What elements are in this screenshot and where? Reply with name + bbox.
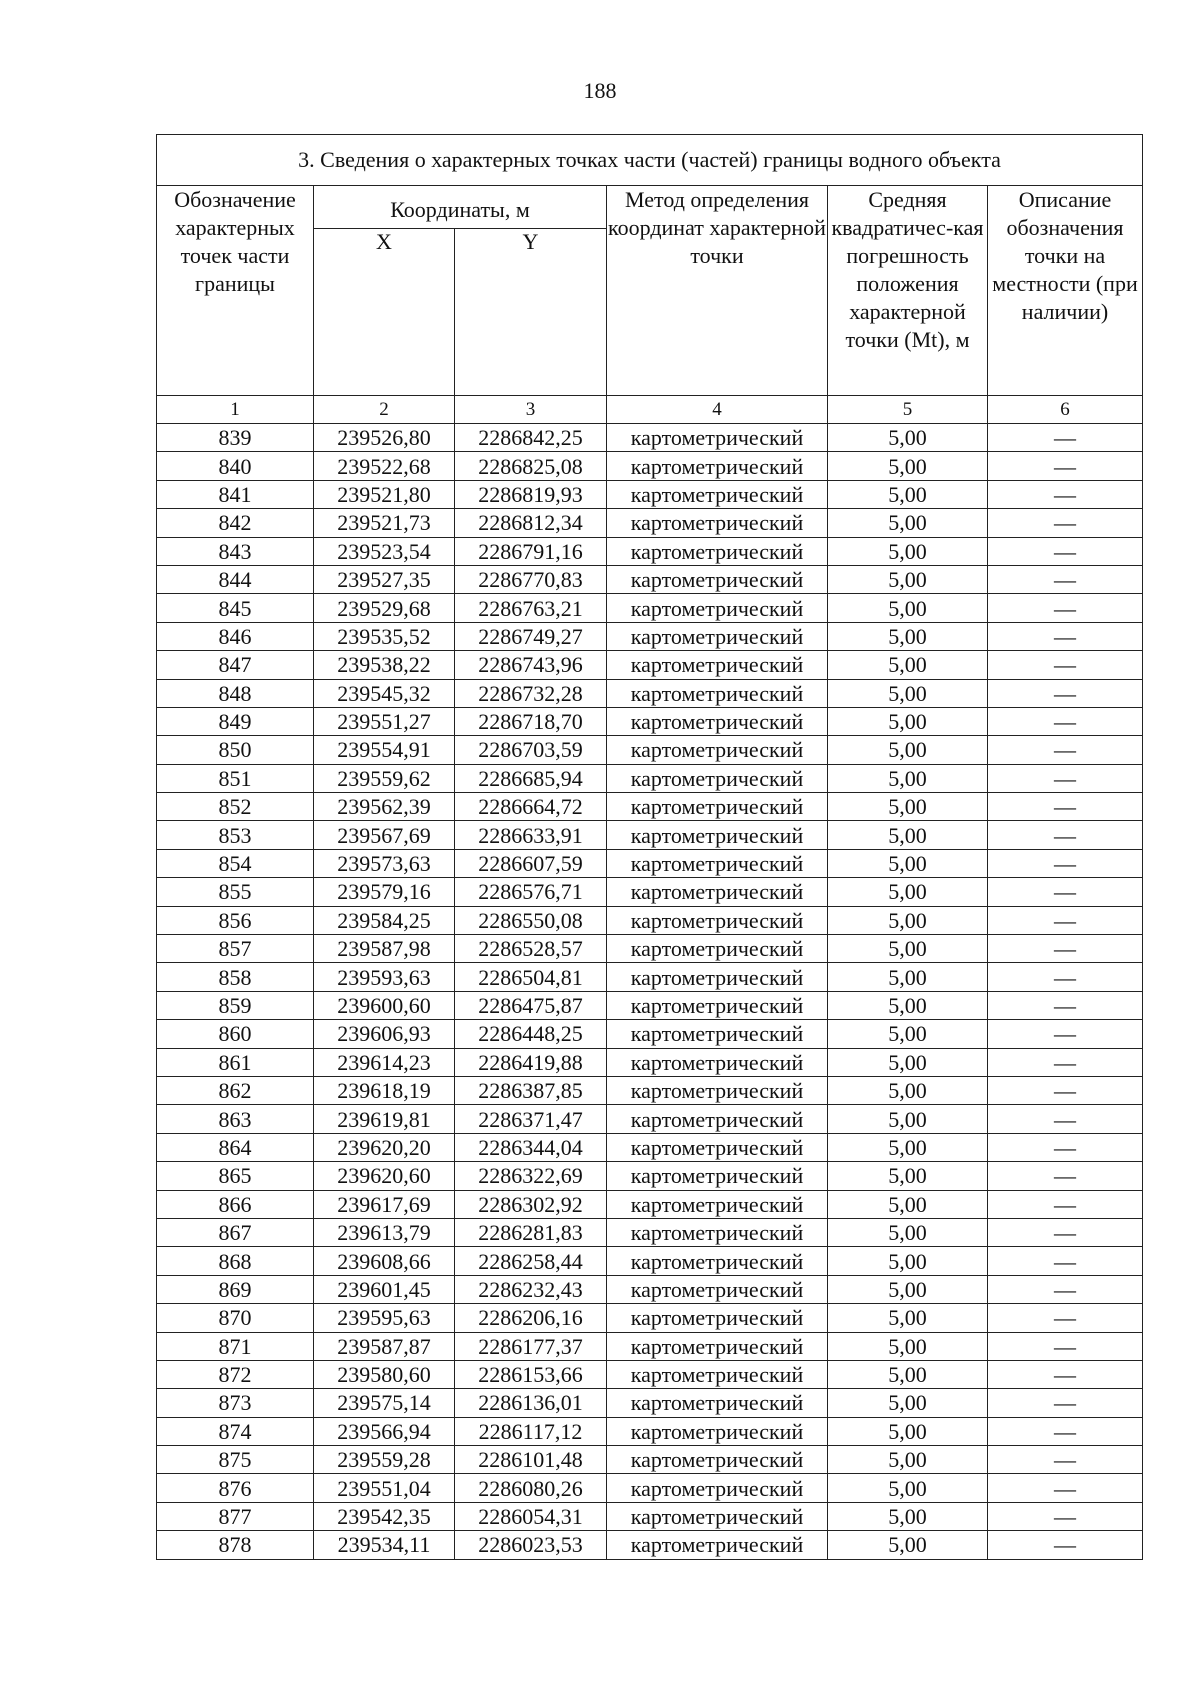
table-row	[157, 537, 1143, 565]
cell-y: 2286743,96	[455, 651, 607, 679]
cell-error: 5,00	[828, 594, 988, 622]
cell-error: 5,00	[828, 1502, 988, 1530]
cell-description: —	[988, 1502, 1143, 1530]
cell-description: —	[988, 736, 1143, 764]
cell-x: 239587,98	[314, 935, 455, 963]
cell-error: 5,00	[828, 707, 988, 735]
cell-method: картометрический	[607, 594, 828, 622]
cell-x: 239527,35	[314, 565, 455, 593]
table-row	[157, 651, 1143, 679]
cell-description: —	[988, 707, 1143, 735]
cell-description: —	[988, 906, 1143, 934]
table-row	[157, 764, 1143, 792]
cell-method: картометрический	[607, 1389, 828, 1417]
boundary-points-table	[156, 134, 1143, 1560]
table-row	[157, 1190, 1143, 1218]
cell-x: 239620,60	[314, 1162, 455, 1190]
cell-error: 5,00	[828, 736, 988, 764]
cell-error: 5,00	[828, 1275, 988, 1303]
table-row	[157, 1531, 1143, 1559]
cell-error: 5,00	[828, 480, 988, 508]
cell-point-id: 849	[157, 707, 314, 735]
cell-method: картометрический	[607, 1332, 828, 1360]
cell-method: картометрический	[607, 1048, 828, 1076]
cell-error: 5,00	[828, 906, 988, 934]
table-row	[157, 679, 1143, 707]
cell-y: 2286664,72	[455, 793, 607, 821]
table-row	[157, 1275, 1143, 1303]
cell-point-id: 851	[157, 764, 314, 792]
cell-x: 239551,04	[314, 1474, 455, 1502]
cell-point-id: 872	[157, 1360, 314, 1388]
cell-error: 5,00	[828, 1446, 988, 1474]
header-description: Описание обозначения точки на местности (при наличии)	[988, 186, 1143, 396]
cell-x: 239600,60	[314, 991, 455, 1019]
cell-y: 2286117,12	[455, 1417, 607, 1445]
cell-x: 239580,60	[314, 1360, 455, 1388]
cell-y: 2286371,47	[455, 1105, 607, 1133]
cell-y: 2286825,08	[455, 452, 607, 480]
cell-description: —	[988, 1162, 1143, 1190]
cell-x: 239526,80	[314, 424, 455, 452]
table-row	[157, 509, 1143, 537]
table-row	[157, 1162, 1143, 1190]
table-row	[157, 1105, 1143, 1133]
header-y: Y	[455, 229, 607, 396]
cell-description: —	[988, 764, 1143, 792]
cell-x: 239573,63	[314, 849, 455, 877]
cell-method: картометрический	[607, 878, 828, 906]
cell-method: картометрический	[607, 991, 828, 1019]
cell-error: 5,00	[828, 1162, 988, 1190]
table-row	[157, 1218, 1143, 1246]
cell-x: 239601,45	[314, 1275, 455, 1303]
cell-y: 2286206,16	[455, 1304, 607, 1332]
cell-method: картометрический	[607, 537, 828, 565]
cell-x: 239559,62	[314, 764, 455, 792]
cell-description: —	[988, 793, 1143, 821]
cell-y: 2286322,69	[455, 1162, 607, 1190]
cell-y: 2286812,34	[455, 509, 607, 537]
cell-error: 5,00	[828, 1133, 988, 1161]
cell-y: 2286633,91	[455, 821, 607, 849]
cell-y: 2286023,53	[455, 1531, 607, 1559]
cell-point-id: 865	[157, 1162, 314, 1190]
cell-method: картометрический	[607, 935, 828, 963]
cell-x: 239608,66	[314, 1247, 455, 1275]
cell-point-id: 862	[157, 1076, 314, 1104]
cell-method: картометрический	[607, 906, 828, 934]
cell-description: —	[988, 537, 1143, 565]
table-body	[157, 424, 1143, 1560]
cell-y: 2286550,08	[455, 906, 607, 934]
table-row	[157, 1502, 1143, 1530]
cell-point-id: 843	[157, 537, 314, 565]
cell-x: 239579,16	[314, 878, 455, 906]
cell-description: —	[988, 849, 1143, 877]
cell-description: —	[988, 821, 1143, 849]
header-x: X	[314, 229, 455, 396]
cell-point-id: 867	[157, 1218, 314, 1246]
cell-method: картометрический	[607, 1446, 828, 1474]
cell-description: —	[988, 424, 1143, 452]
cell-method: картометрический	[607, 963, 828, 991]
cell-x: 239559,28	[314, 1446, 455, 1474]
cell-x: 239575,14	[314, 1389, 455, 1417]
cell-method: картометрический	[607, 651, 828, 679]
cell-point-id: 840	[157, 452, 314, 480]
cell-error: 5,00	[828, 509, 988, 537]
cell-error: 5,00	[828, 963, 988, 991]
cell-y: 2286080,26	[455, 1474, 607, 1502]
cell-x: 239593,63	[314, 963, 455, 991]
table-row	[157, 622, 1143, 650]
cell-x: 239567,69	[314, 821, 455, 849]
table-row	[157, 1133, 1143, 1161]
cell-x: 239619,81	[314, 1105, 455, 1133]
cell-point-id: 868	[157, 1247, 314, 1275]
cell-method: картометрический	[607, 764, 828, 792]
cell-y: 2286101,48	[455, 1446, 607, 1474]
cell-point-id: 856	[157, 906, 314, 934]
cell-method: картометрический	[607, 1162, 828, 1190]
cell-x: 239521,73	[314, 509, 455, 537]
cell-x: 239523,54	[314, 537, 455, 565]
cell-error: 5,00	[828, 1218, 988, 1246]
column-number: 4	[607, 396, 828, 424]
cell-description: —	[988, 1417, 1143, 1445]
cell-error: 5,00	[828, 1048, 988, 1076]
cell-method: картометрический	[607, 736, 828, 764]
cell-y: 2286344,04	[455, 1133, 607, 1161]
cell-description: —	[988, 991, 1143, 1019]
cell-y: 2286576,71	[455, 878, 607, 906]
table-row	[157, 906, 1143, 934]
cell-y: 2286177,37	[455, 1332, 607, 1360]
cell-method: картометрический	[607, 565, 828, 593]
header-method: Метод определения координат характерной точки	[607, 186, 828, 396]
column-number-row	[157, 396, 1143, 424]
column-number: 1	[157, 396, 314, 424]
cell-point-id: 853	[157, 821, 314, 849]
cell-error: 5,00	[828, 1531, 988, 1559]
cell-x: 239618,19	[314, 1076, 455, 1104]
cell-y: 2286703,59	[455, 736, 607, 764]
cell-x: 239545,32	[314, 679, 455, 707]
cell-error: 5,00	[828, 764, 988, 792]
cell-error: 5,00	[828, 679, 988, 707]
table-row	[157, 736, 1143, 764]
cell-x: 239538,22	[314, 651, 455, 679]
table-row	[157, 1474, 1143, 1502]
cell-y: 2286842,25	[455, 424, 607, 452]
cell-y: 2286448,25	[455, 1020, 607, 1048]
cell-error: 5,00	[828, 1304, 988, 1332]
cell-y: 2286054,31	[455, 1502, 607, 1530]
cell-y: 2286504,81	[455, 963, 607, 991]
cell-description: —	[988, 1332, 1143, 1360]
cell-point-id: 844	[157, 565, 314, 593]
cell-error: 5,00	[828, 1020, 988, 1048]
cell-point-id: 848	[157, 679, 314, 707]
cell-description: —	[988, 1048, 1143, 1076]
cell-method: картометрический	[607, 1133, 828, 1161]
cell-y: 2286387,85	[455, 1076, 607, 1104]
cell-x: 239535,52	[314, 622, 455, 650]
cell-y: 2286607,59	[455, 849, 607, 877]
cell-y: 2286763,21	[455, 594, 607, 622]
section-title: 3. Сведения о характерных точках части (частей) границы водного объекта	[157, 135, 1143, 186]
table-row	[157, 1360, 1143, 1388]
cell-description: —	[988, 1218, 1143, 1246]
cell-point-id: 855	[157, 878, 314, 906]
cell-x: 239551,27	[314, 707, 455, 735]
table-row	[157, 707, 1143, 735]
cell-point-id: 841	[157, 480, 314, 508]
cell-x: 239522,68	[314, 452, 455, 480]
cell-error: 5,00	[828, 1360, 988, 1388]
cell-y: 2286718,70	[455, 707, 607, 735]
page-number: 188	[583, 78, 617, 103]
cell-x: 239617,69	[314, 1190, 455, 1218]
cell-description: —	[988, 622, 1143, 650]
cell-x: 239542,35	[314, 1502, 455, 1530]
table-row	[157, 963, 1143, 991]
cell-description: —	[988, 509, 1143, 537]
table-row	[157, 1076, 1143, 1104]
cell-x: 239614,23	[314, 1048, 455, 1076]
cell-method: картометрический	[607, 622, 828, 650]
cell-point-id: 842	[157, 509, 314, 537]
header-coordinates: Координаты, м	[314, 186, 607, 229]
cell-method: картометрический	[607, 1502, 828, 1530]
table-row	[157, 1332, 1143, 1360]
cell-x: 239529,68	[314, 594, 455, 622]
cell-point-id: 857	[157, 935, 314, 963]
cell-method: картометрический	[607, 1105, 828, 1133]
table-row	[157, 878, 1143, 906]
table-row	[157, 1247, 1143, 1275]
cell-error: 5,00	[828, 1474, 988, 1502]
cell-y: 2286232,43	[455, 1275, 607, 1303]
cell-point-id: 859	[157, 991, 314, 1019]
cell-description: —	[988, 565, 1143, 593]
cell-description: —	[988, 1446, 1143, 1474]
cell-description: —	[988, 594, 1143, 622]
cell-description: —	[988, 1304, 1143, 1332]
header-point-designation: Обозначение характерных точек части границы	[157, 186, 314, 396]
table-row	[157, 565, 1143, 593]
cell-method: картометрический	[607, 679, 828, 707]
cell-point-id: 869	[157, 1275, 314, 1303]
cell-method: картометрический	[607, 707, 828, 735]
cell-method: картометрический	[607, 1275, 828, 1303]
cell-error: 5,00	[828, 991, 988, 1019]
table-row	[157, 935, 1143, 963]
cell-description: —	[988, 1020, 1143, 1048]
column-number: 6	[988, 396, 1143, 424]
table-row	[157, 1446, 1143, 1474]
cell-error: 5,00	[828, 622, 988, 650]
cell-x: 239595,63	[314, 1304, 455, 1332]
cell-y: 2286732,28	[455, 679, 607, 707]
cell-error: 5,00	[828, 793, 988, 821]
cell-point-id: 864	[157, 1133, 314, 1161]
cell-point-id: 877	[157, 1502, 314, 1530]
cell-method: картометрический	[607, 1304, 828, 1332]
cell-error: 5,00	[828, 1332, 988, 1360]
cell-point-id: 873	[157, 1389, 314, 1417]
cell-method: картометрический	[607, 1020, 828, 1048]
cell-error: 5,00	[828, 1247, 988, 1275]
cell-y: 2286281,83	[455, 1218, 607, 1246]
cell-method: картометрический	[607, 1474, 828, 1502]
cell-x: 239584,25	[314, 906, 455, 934]
cell-description: —	[988, 1190, 1143, 1218]
table-row	[157, 991, 1143, 1019]
cell-method: картометрический	[607, 1190, 828, 1218]
cell-point-id: 871	[157, 1332, 314, 1360]
cell-y: 2286528,57	[455, 935, 607, 963]
cell-description: —	[988, 878, 1143, 906]
cell-method: картометрический	[607, 1360, 828, 1388]
table-row	[157, 1048, 1143, 1076]
table-row	[157, 452, 1143, 480]
cell-y: 2286475,87	[455, 991, 607, 1019]
cell-error: 5,00	[828, 821, 988, 849]
cell-x: 239566,94	[314, 1417, 455, 1445]
cell-x: 239620,20	[314, 1133, 455, 1161]
cell-point-id: 852	[157, 793, 314, 821]
cell-method: картометрический	[607, 1218, 828, 1246]
cell-x: 239534,11	[314, 1531, 455, 1559]
cell-point-id: 861	[157, 1048, 314, 1076]
cell-point-id: 845	[157, 594, 314, 622]
table-row	[157, 1417, 1143, 1445]
cell-error: 5,00	[828, 935, 988, 963]
table-row	[157, 424, 1143, 452]
cell-error: 5,00	[828, 1190, 988, 1218]
cell-y: 2286419,88	[455, 1048, 607, 1076]
cell-x: 239606,93	[314, 1020, 455, 1048]
column-number: 2	[314, 396, 455, 424]
cell-method: картометрический	[607, 480, 828, 508]
cell-description: —	[988, 1133, 1143, 1161]
table-row	[157, 594, 1143, 622]
cell-description: —	[988, 1275, 1143, 1303]
cell-description: —	[988, 1389, 1143, 1417]
cell-method: картометрический	[607, 1076, 828, 1104]
cell-description: —	[988, 651, 1143, 679]
cell-error: 5,00	[828, 1105, 988, 1133]
cell-y: 2286153,66	[455, 1360, 607, 1388]
cell-y: 2286302,92	[455, 1190, 607, 1218]
cell-method: картометрический	[607, 452, 828, 480]
cell-point-id: 874	[157, 1417, 314, 1445]
cell-error: 5,00	[828, 424, 988, 452]
column-number: 5	[828, 396, 988, 424]
cell-y: 2286749,27	[455, 622, 607, 650]
header-mean-error: Средняя квадратичес-кая погрешность положения характерной точки (Mt), м	[828, 186, 988, 396]
cell-y: 2286819,93	[455, 480, 607, 508]
cell-method: картометрический	[607, 821, 828, 849]
cell-error: 5,00	[828, 878, 988, 906]
cell-point-id: 858	[157, 963, 314, 991]
cell-point-id: 847	[157, 651, 314, 679]
table-row	[157, 480, 1143, 508]
cell-x: 239562,39	[314, 793, 455, 821]
cell-error: 5,00	[828, 1076, 988, 1104]
table-row	[157, 793, 1143, 821]
cell-point-id: 850	[157, 736, 314, 764]
cell-y: 2286258,44	[455, 1247, 607, 1275]
cell-point-id: 839	[157, 424, 314, 452]
cell-description: —	[988, 679, 1143, 707]
column-number: 3	[455, 396, 607, 424]
cell-description: —	[988, 1076, 1143, 1104]
cell-description: —	[988, 1247, 1143, 1275]
cell-error: 5,00	[828, 565, 988, 593]
cell-method: картометрический	[607, 793, 828, 821]
cell-y: 2286685,94	[455, 764, 607, 792]
cell-point-id: 870	[157, 1304, 314, 1332]
cell-y: 2286791,16	[455, 537, 607, 565]
table-row	[157, 1389, 1143, 1417]
cell-description: —	[988, 1474, 1143, 1502]
cell-method: картометрический	[607, 849, 828, 877]
cell-description: —	[988, 1105, 1143, 1133]
cell-description: —	[988, 1531, 1143, 1559]
cell-description: —	[988, 935, 1143, 963]
cell-point-id: 878	[157, 1531, 314, 1559]
cell-y: 2286770,83	[455, 565, 607, 593]
cell-x: 239587,87	[314, 1332, 455, 1360]
cell-point-id: 860	[157, 1020, 314, 1048]
cell-x: 239521,80	[314, 480, 455, 508]
cell-point-id: 863	[157, 1105, 314, 1133]
cell-description: —	[988, 963, 1143, 991]
cell-x: 239613,79	[314, 1218, 455, 1246]
cell-error: 5,00	[828, 1417, 988, 1445]
table-row	[157, 1304, 1143, 1332]
cell-error: 5,00	[828, 651, 988, 679]
cell-method: картометрический	[607, 1417, 828, 1445]
cell-error: 5,00	[828, 452, 988, 480]
cell-point-id: 846	[157, 622, 314, 650]
cell-description: —	[988, 1360, 1143, 1388]
cell-point-id: 854	[157, 849, 314, 877]
cell-y: 2286136,01	[455, 1389, 607, 1417]
cell-method: картометрический	[607, 1247, 828, 1275]
cell-error: 5,00	[828, 849, 988, 877]
cell-method: картометрический	[607, 1531, 828, 1559]
table-row	[157, 849, 1143, 877]
table-row	[157, 1020, 1143, 1048]
cell-x: 239554,91	[314, 736, 455, 764]
cell-point-id: 866	[157, 1190, 314, 1218]
cell-method: картометрический	[607, 509, 828, 537]
cell-description: —	[988, 480, 1143, 508]
table-row	[157, 821, 1143, 849]
cell-error: 5,00	[828, 537, 988, 565]
cell-error: 5,00	[828, 1389, 988, 1417]
cell-point-id: 876	[157, 1474, 314, 1502]
cell-point-id: 875	[157, 1446, 314, 1474]
cell-description: —	[988, 452, 1143, 480]
cell-method: картометрический	[607, 424, 828, 452]
